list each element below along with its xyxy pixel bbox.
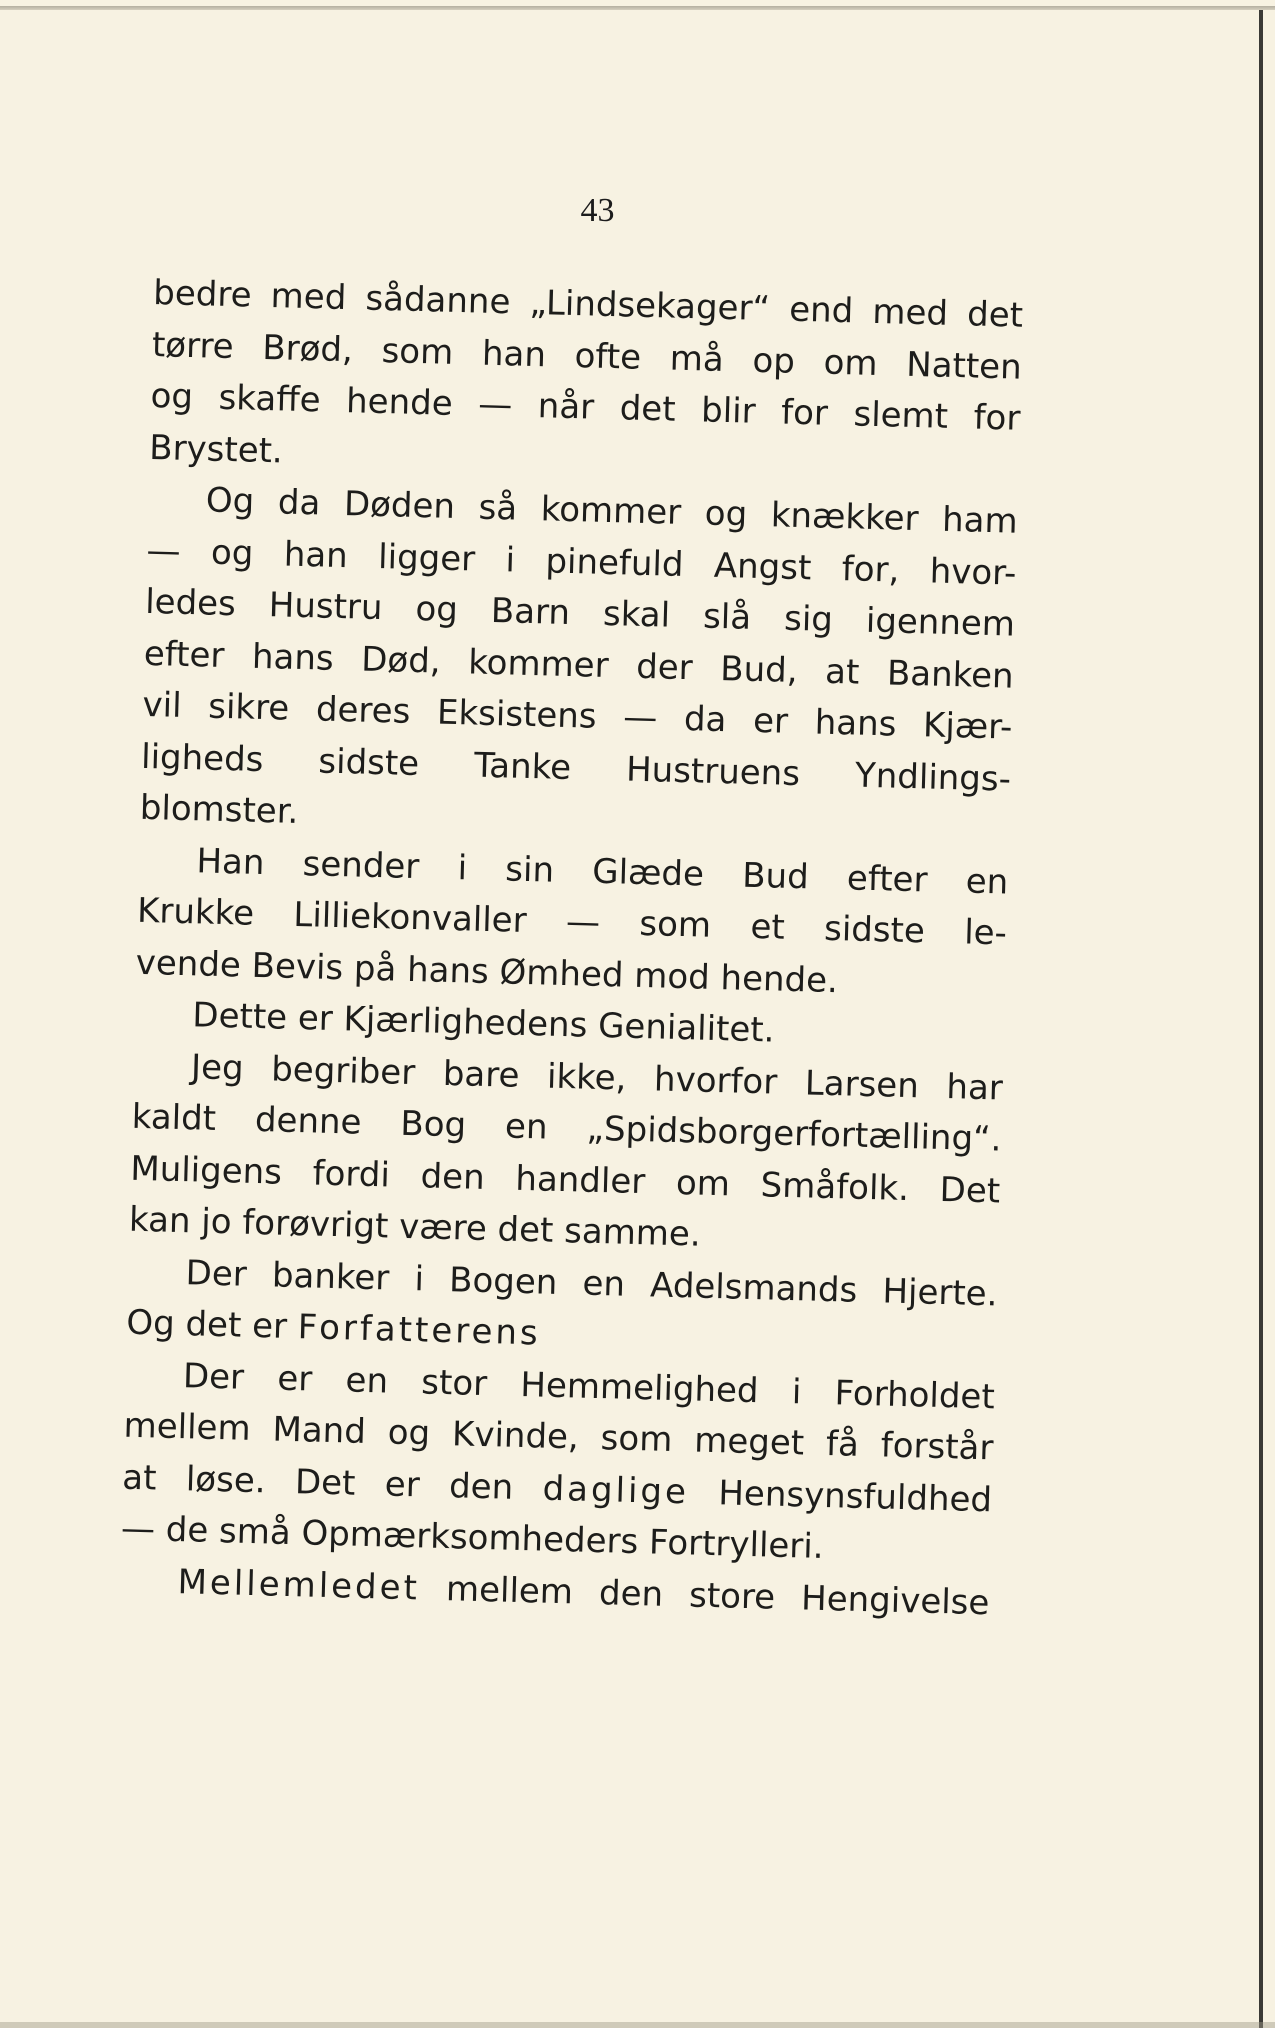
text-line-main: bedre med sådanne „Lindsekager“ end med det	[152, 272, 1024, 336]
text-line-main: ligheds sidste Tanke Hustruens Yndlings-	[140, 736, 1012, 800]
text-line-main: at løse. Det er den	[121, 1457, 514, 1508]
text-line-main: kan jo forøvrigt være det samme.	[128, 1199, 702, 1255]
text-line-main: efter hans Død, kommer der Bud, at Banken	[143, 633, 1015, 697]
page-bottom-edge	[0, 2022, 1275, 2028]
text-line-main: kaldt denne Bog en „Spidsborgerfortælling“.	[131, 1096, 1003, 1160]
emphasized-word: Mellemledet	[177, 1561, 421, 1608]
text-line-main: mellem Mand og Kvinde, som meget få forstår	[123, 1405, 994, 1469]
text-line-main: — de små Opmærksomheders Fortrylleri.	[120, 1508, 825, 1567]
text-line-tail: mellem den store Hengivelse	[445, 1568, 990, 1623]
page-right-edge	[1259, 10, 1263, 2028]
body-text	[119, 268, 1024, 1629]
text-line-main: tørre Brød, som han ofte må op om Natten	[151, 324, 1023, 388]
text-line-main: Han sender i sin Glæde Bud efter en	[195, 840, 1009, 903]
text-line-main: Muligens fordi den handler om Småfolk. Det	[129, 1148, 1001, 1211]
text-line-main: Brystet.	[148, 427, 284, 471]
text-line-main: Og da Døden så kommer og knækker ham	[205, 480, 1019, 542]
text-line-main: Dette er Kjærlighedens Genialitet.	[191, 995, 775, 1051]
text-line-tail: Hensynsfuldhed	[717, 1472, 993, 1520]
page-number: 43	[580, 192, 615, 229]
text-line-main: vil sikre deres Eksistens — da er hans Kjær-	[142, 684, 1013, 748]
text-line-main: blomster.	[139, 787, 299, 832]
text-line-main: Krukke Lilliekonvaller — som et sidste le-	[136, 890, 1008, 954]
emphasized-word: daglige	[542, 1468, 690, 1512]
emphasized-word: Forfatterens	[297, 1307, 542, 1354]
text-line-main: Der er en stor Hemmelighed i Forholdet	[182, 1355, 996, 1417]
text-line-main: Og det er	[125, 1302, 288, 1347]
page-top-edge	[0, 6, 1275, 10]
text-line-main: og skaffe hende — når det blir for slemt for	[150, 375, 1021, 439]
text-line-main: ledes Hustru og Barn skal slå sig igennem	[144, 581, 1016, 645]
text-line-main: — og han ligger i pinefuld Angst for, hvor-	[146, 530, 1017, 594]
text-line-main: Jeg begriber bare ikke, hvorfor Larsen har	[190, 1046, 1004, 1108]
text-line-main: vende Bevis på hans Ømhed mod hende.	[135, 942, 839, 1001]
text-line-main: Der banker i Bogen en Adelsmands Hjerte.	[185, 1252, 998, 1314]
